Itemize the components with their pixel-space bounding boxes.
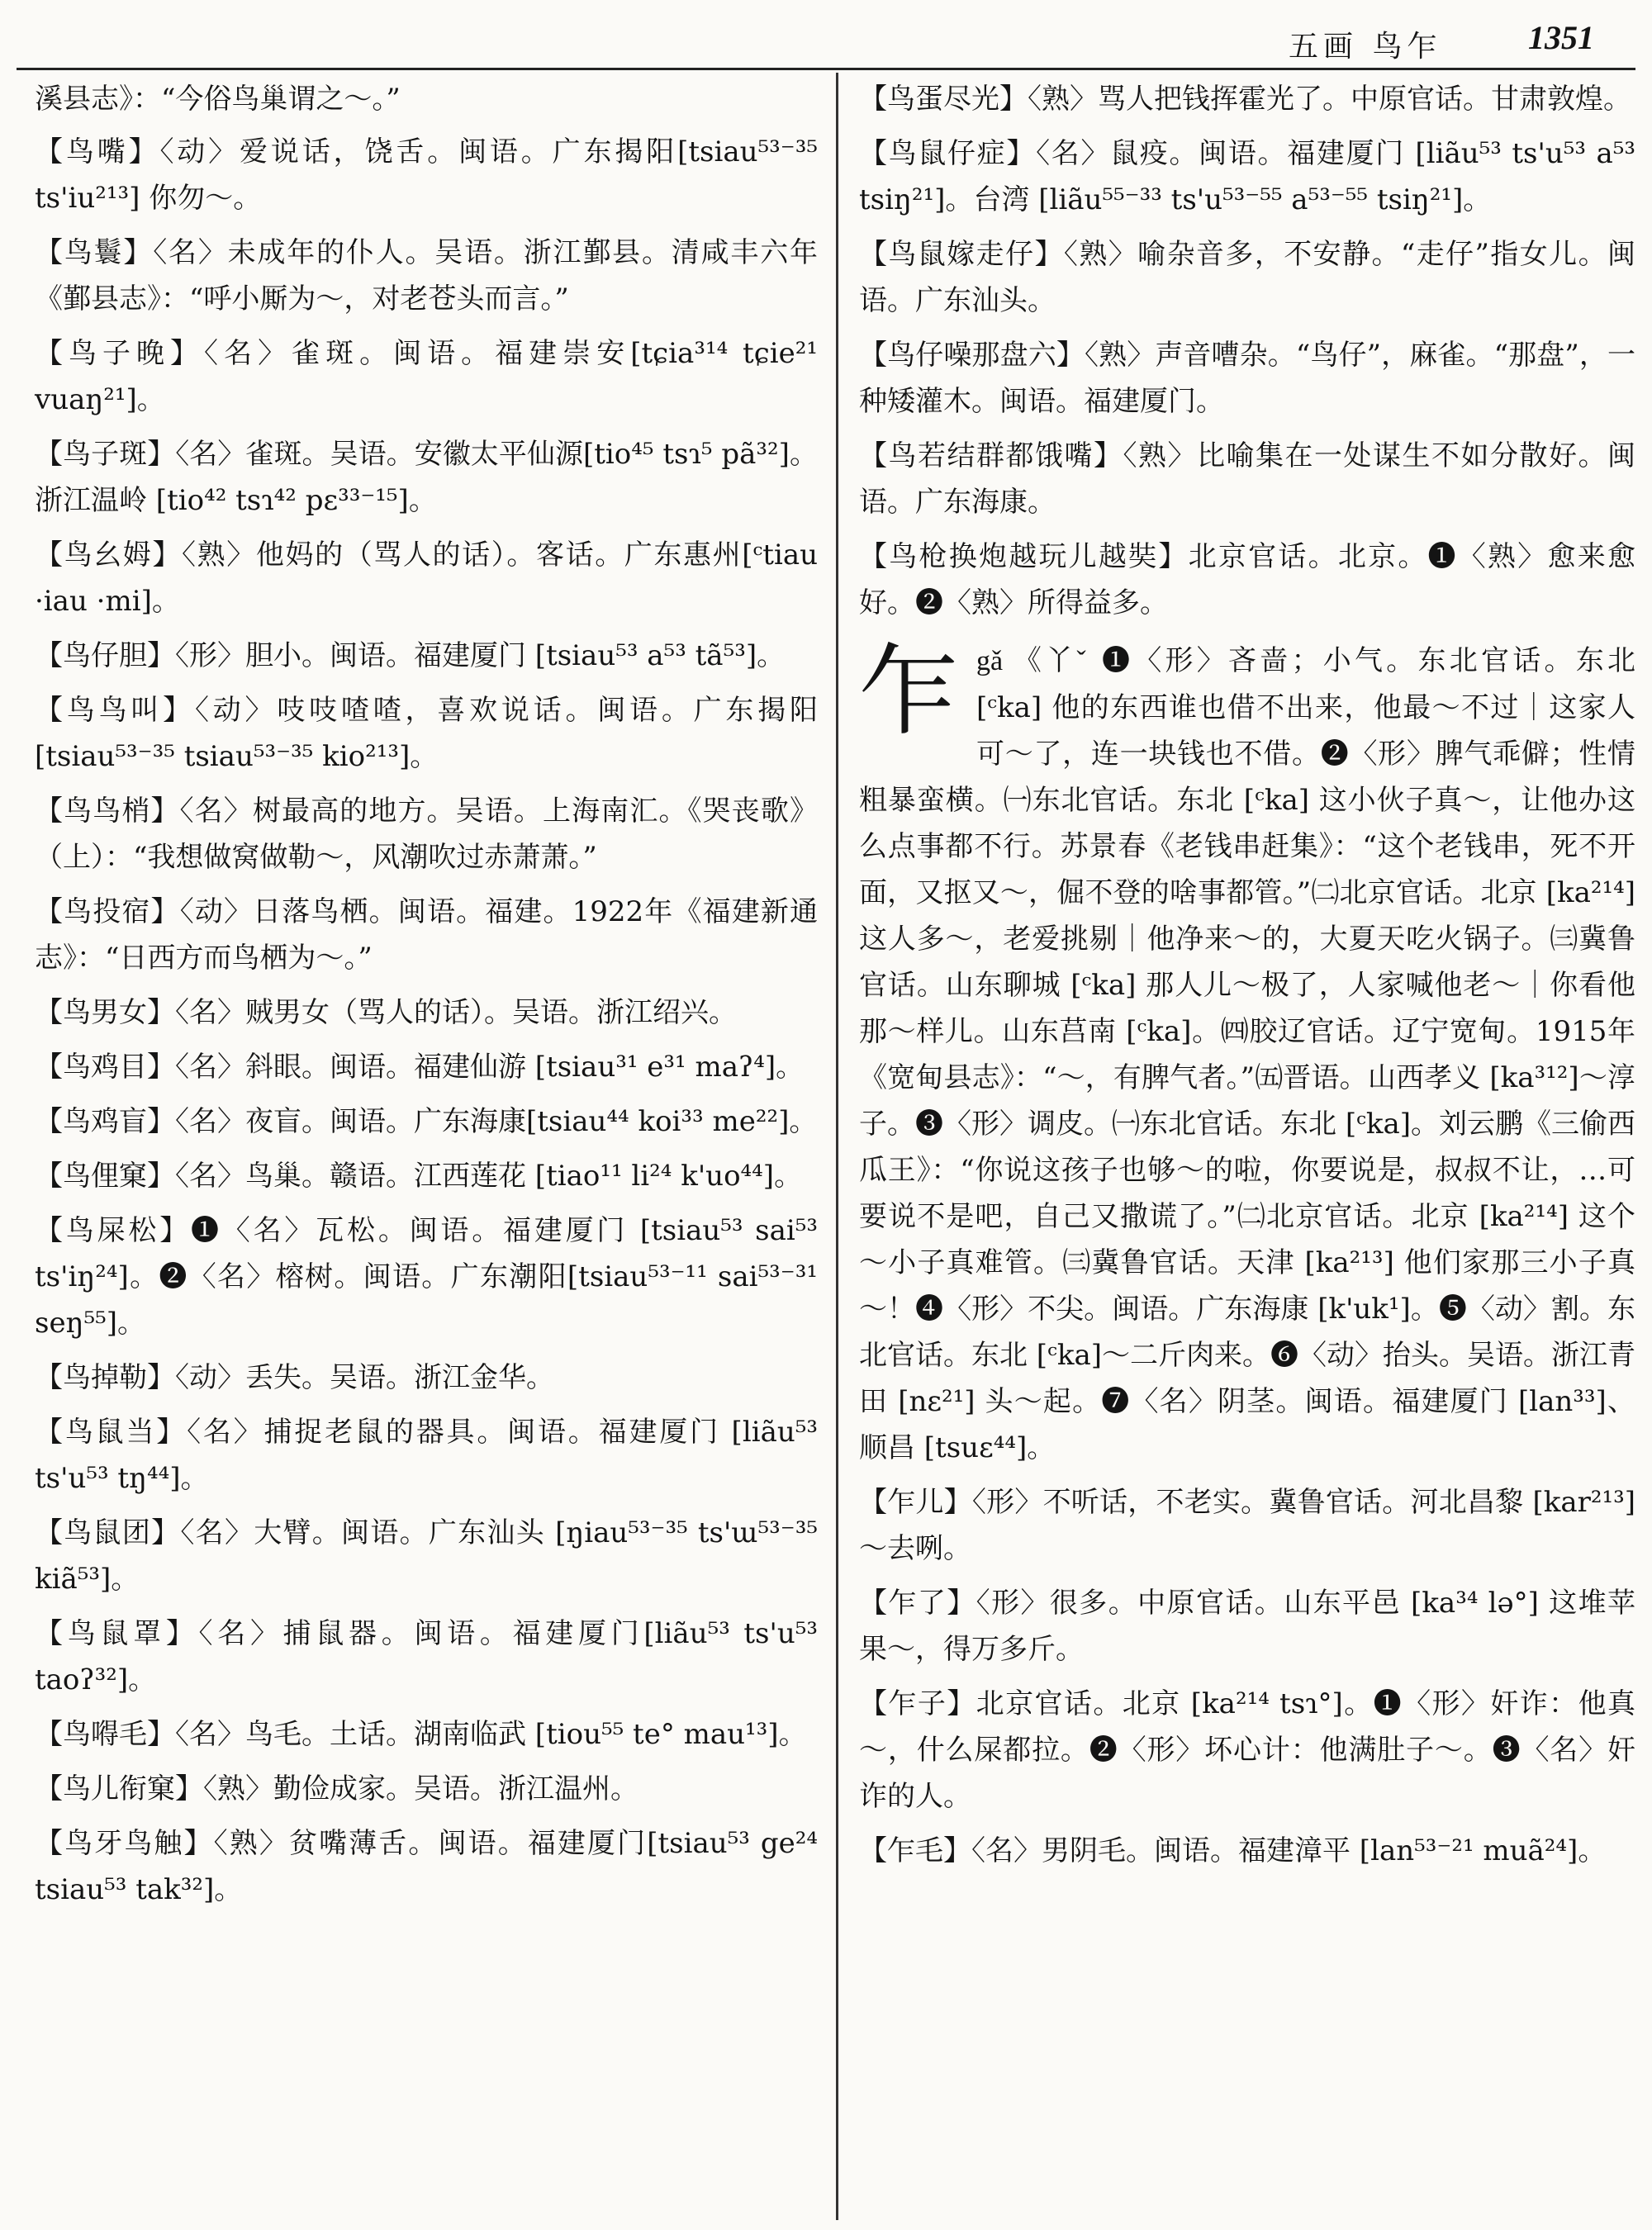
dictionary-entry: 【鸟仔胆】〈形〉胆小。闽语。福建厦门 [tsiau⁵³ a⁵³ tã⁵³]。 bbox=[35, 639, 786, 672]
dictionary-entry: 【鸟男女】〈名〉贼男女（骂人的话）。吴语。浙江绍兴。 bbox=[35, 996, 737, 1029]
dictionary-entry: 【鸟枪换炮越玩儿越奘】北京官话。北京。❶〈熟〉愈来愈好。❷〈熟〉所得益多。 bbox=[859, 540, 1635, 619]
dictionary-entry: 【乍毛】〈名〉男阴毛。闽语。福建漳平 [lan⁵³⁻²¹ muã²⁴]。 bbox=[859, 1834, 1607, 1867]
section-title: 五画 鸟乍 bbox=[1289, 30, 1442, 64]
dictionary-entry: 【鸟鸟叫】〈动〉吱吱喳喳，喜欢说话。闽语。广东揭阳 [tsiau⁵³⁻³⁵ tsiau⁵³⁻³⁵ kio²¹³]。 bbox=[35, 694, 818, 773]
dictionary-entry: 【鸟鼠嫁走仔】〈熟〉喻杂音多，不安静。“走仔”指女儿。闽语。广东汕头。 bbox=[859, 238, 1635, 317]
dictionary-entry: 【鸟鼠罩】〈名〉捕鼠器。闽语。福建厦门[liãu⁵³ ts'u⁵³ taoʔ³²]。 bbox=[35, 1617, 818, 1696]
head-character-definition: ❶〈形〉吝啬；小气。东北官话。东北 [ᶜka] 他的东西谁也借不出来，他最～不过｜这家人可～了，连一块钱也不借。❷〈形〉脾气乖僻；性情粗暴蛮横。㈠东北官话。东北 [ᶜka] 这小伙子真～，让他办这么点事都不行。苏景春《老钱串赶集》：“这个老钱串，死不开面，又抠又～，倔不登的啥事都管。”㈡北京官话。北京 [ka²¹⁴] 这人多～，老爱挑剔｜他净来～的，大夏天吃火锅子。㈢冀鲁官话。山东聊城 [ᶜka] 那人儿～极了，人家喊他老～｜你看他那～样儿。山东莒南 [ᶜka]。㈣胶辽官话。辽宁宽甸。1915年《宽甸县志》：“～，有脾气者。”㈤晋语。山西孝义 [ka³¹²]～淳子。❸〈形〉调皮。㈠东北官话。东北 [ᶜka]。刘云鹏《三偷西瓜王》：“你说这孩子也够～的啦，你要说是，叔叔不让，…可要说不是吧，自己又撒谎了。”㈡北京官话。北京 [ka²¹⁴] 这个～小子真难管。㈢冀鲁官话。天津 [ka²¹³] 他们家那三小子真～！❹〈形〉不尖。闽语。广东海康 [k'uk¹]。❺〈动〉割。东北官话。东北 [ᶜka]～二斤肉来。❻〈动〉抬头。吴语。浙江青田 [nɛ²¹] 头～起。❼〈名〉阴茎。闽语。福建厦门 [lan³³]、顺昌 [tsuɛ⁴⁴]。 bbox=[859, 644, 1635, 1464]
continuation-text: 溪县志》：“今俗鸟巢谓之～。” bbox=[35, 83, 401, 116]
dictionary-entry: 【鸟鼠仔症】〈名〉鼠疫。闽语。福建厦门 [liãu⁵³ ts'u⁵³ a⁵³ tsiŋ²¹]。台湾 [liãu⁵⁵⁻³³ ts'u⁵³⁻⁵⁵ a⁵³⁻⁵⁵ tsiŋ²¹]。 bbox=[859, 137, 1635, 216]
dictionary-entry: 【鸟牙鸟触】〈熟〉贫嘴薄舌。闽语。福建厦门[tsiau⁵³ ge²⁴ tsiau⁵³ tak³²]。 bbox=[35, 1827, 818, 1906]
dictionary-entry: 【鸟儿衔窠】〈熟〉勤俭成家。吴语。浙江温州。 bbox=[35, 1772, 638, 1805]
dictionary-entry: 【鸟嘴】〈动〉爱说话，饶舌。闽语。广东揭阳[tsiau⁵³⁻³⁵ ts'iu²¹³] 你勿～。 bbox=[35, 135, 818, 215]
dictionary-entry: 【鸟蛋尽光】〈熟〉骂人把钱挥霍光了。中原官话。甘肃敦煌。 bbox=[859, 83, 1631, 116]
dictionary-entry: 【鸟若结群都饿嘴】〈熟〉比喻集在一处谋生不如分散好。闽语。广东海康。 bbox=[859, 439, 1635, 519]
dictionary-entry: 【鸟鼠当】〈名〉捕捉老鼠的器具。闽语。福建厦门 [liãu⁵³ ts'u⁵³ tŋ⁴⁴]。 bbox=[35, 1416, 818, 1495]
dictionary-entry: 【鸟仔噪那盘六】〈熟〉声音嘈杂。“鸟仔”，麻雀。“那盘”，一种矮灌木。闽语。福建厦门。 bbox=[859, 339, 1635, 418]
dictionary-entry: 【乍儿】〈形〉不听话，不老实。冀鲁官话。河北昌黎 [kar²¹³]～去咧。 bbox=[859, 1486, 1635, 1565]
left-column bbox=[35, 76, 818, 1921]
dictionary-entry: 【鸟鸡盲】〈名〉夜盲。闽语。广东海康[tsiau⁴⁴ koi³³ me²²]。 bbox=[35, 1105, 818, 1138]
head-character: 乍 bbox=[859, 634, 958, 749]
dictionary-entry: 【鸟子斑】〈名〉雀斑。吴语。安徽太平仙源[tio⁴⁵ tsɿ⁵ pã³²]。浙江温岭 [tio⁴² tsɿ⁴² pɛ³³⁻¹⁵]。 bbox=[35, 438, 818, 517]
dictionary-entry: 【鸟鸡目】〈名〉斜眼。闽语。福建仙游 [tsiau³¹ e³¹ maʔ⁴]。 bbox=[35, 1051, 805, 1084]
column-divider bbox=[836, 73, 838, 2220]
dictionary-entry: 【鸟嘚毛】〈名〉鸟毛。土话。湖南临武 [tiou⁵⁵ te° mau¹³]。 bbox=[35, 1718, 807, 1751]
dictionary-entry: 【鸟鸟梢】〈名〉树最高的地方。吴语。上海南汇。《哭丧歌》（上）：“我想做窝做勒～，风潮吹过赤萧萧。” bbox=[35, 795, 818, 874]
dictionary-entry: 【鸟屎松】❶〈名〉瓦松。闽语。福建厦门 [tsiau⁵³ sai⁵³ ts'iŋ²⁴]。❷〈名〉榕树。闽语。广东潮阳[tsiau⁵³⁻¹¹ sai⁵³⁻³¹ seŋ⁵⁵]。 bbox=[35, 1214, 818, 1340]
head-character-entry bbox=[859, 634, 1635, 1471]
dictionary-entry: 【鸟幺姆】〈熟〉他妈的（骂人的话）。客话。广东惠州[ᶜtiau ·iau ·mi]。 bbox=[35, 539, 818, 618]
dictionary-entry: 【鸟鬟】〈名〉未成年的仆人。吴语。浙江鄞县。清咸丰六年《鄞县志》：“呼小厮为～，对老苍头而言。” bbox=[35, 236, 818, 316]
page-header bbox=[1289, 18, 1619, 64]
dictionary-entry: 【鸟投宿】〈动〉日落鸟栖。闽语。福建。1922年《福建新通志》：“日西方而鸟栖为～。” bbox=[35, 895, 818, 975]
right-column bbox=[859, 76, 1635, 1882]
header-rule bbox=[17, 68, 1635, 70]
head-character-reading: gǎ 《丫ˇ bbox=[976, 646, 1089, 676]
dictionary-entry: 【鸟掉勒】〈动〉丢失。吴语。浙江金华。 bbox=[35, 1361, 554, 1394]
dictionary-entry: 【乍了】〈形〉很多。中原官话。山东平邑 [ka³⁴ lə°] 这堆苹果～，得万多斤。 bbox=[859, 1587, 1635, 1666]
dictionary-entry: 【乍子】北京官话。北京 [ka²¹⁴ tsɿ°]。❶〈形〉奸诈：他真～，什么屎都拉。❷〈形〉坏心计：他满肚子～。❸〈名〉奸诈的人。 bbox=[859, 1687, 1635, 1813]
dictionary-entry: 【鸟子晚】〈名〉雀斑。闽语。福建崇安[tɕia³¹⁴ tɕie²¹ vuaŋ²¹]。 bbox=[35, 337, 818, 416]
dictionary-entry: 【鸟俚窠】〈名〉鸟巢。赣语。江西莲花 [tiao¹¹ li²⁴ k'uo⁴⁴]。 bbox=[35, 1160, 803, 1193]
page-number: 1351 bbox=[1528, 19, 1594, 56]
dictionary-entry: 【鸟鼠团】〈名〉大臂。闽语。广东汕头 [ŋiau⁵³⁻³⁵ ts'ɯ⁵³⁻³⁵ kiã⁵³]。 bbox=[35, 1516, 818, 1596]
